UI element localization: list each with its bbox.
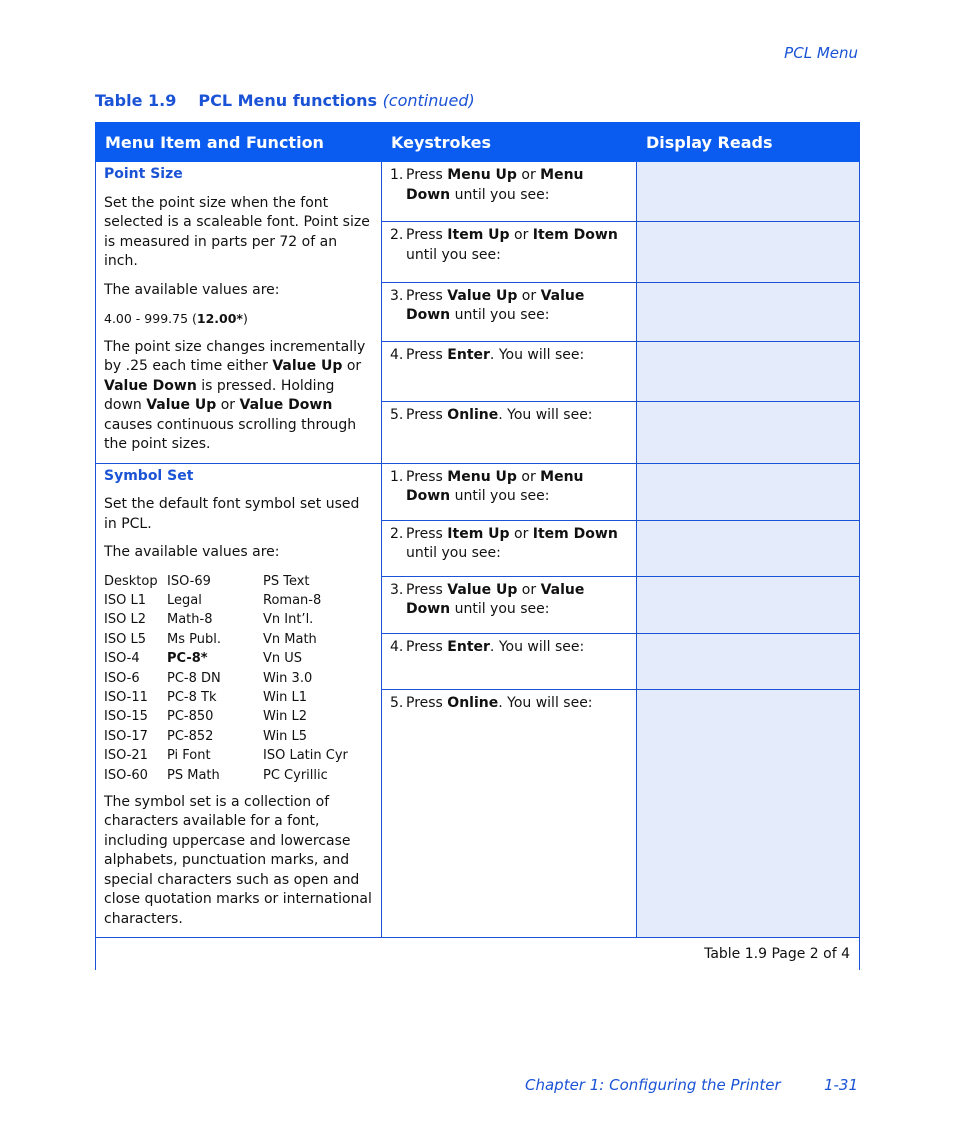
header-display-reads: Display Reads	[637, 123, 860, 162]
value-row: ISO-6 PC-8 DN Win 3.0	[104, 670, 313, 686]
table-footer-row	[96, 938, 860, 971]
symbol-set-note: The symbol set is a collection of characters available for a font, including uppercase and lowercase alphabets, punctuation marks, and special characters such as open and close quotation marks or international characters.	[104, 793, 372, 927]
keystroke-step-5: 5. Press Online. You will see:	[382, 402, 637, 463]
footer-page-number: 1-31	[823, 1076, 858, 1094]
point-size-avail: The available values are:	[104, 281, 280, 298]
display-reads-cell	[637, 463, 860, 520]
value-row: ISO-4 PC-8* Vn US	[104, 651, 303, 667]
value-row: ISO-11 PC-8 Tk Win L1	[104, 689, 308, 705]
point-size-cell	[96, 162, 382, 464]
caption-title: PCL Menu functions	[198, 91, 377, 110]
display-reads-cell	[637, 282, 860, 341]
symbol-set-avail: The available values are:	[104, 544, 280, 560]
point-size-title: Point Size	[104, 166, 183, 182]
value-row: Desktop ISO-69 PS Text	[104, 573, 310, 589]
header-keystrokes: Keystrokes	[382, 123, 637, 162]
keystroke-step-1: 1. Press Menu Up or Menu Down until you see:	[382, 463, 637, 520]
keystroke-step-3: 3. Press Value Up or Value Down until you see:	[382, 282, 637, 341]
header-menu-item: Menu Item and Function	[96, 123, 382, 162]
display-reads-cell	[637, 576, 860, 633]
table-row	[96, 162, 860, 222]
symbol-set-values	[104, 572, 372, 785]
point-size-note: The point size changes incrementally by .25 each time either Value Up or Value Down is pressed. Holding down Value Up or Value Down causes continuous scrolling through the point sizes.	[104, 338, 366, 452]
value-row: ISO-60 PS Math PC Cyrillic	[104, 767, 328, 783]
symbol-set-desc: Set the default font symbol set used in PCL.	[104, 496, 360, 532]
display-reads-cell	[637, 402, 860, 463]
display-reads-cell	[637, 520, 860, 576]
display-reads-cell	[637, 689, 860, 938]
display-reads-cell	[637, 162, 860, 222]
running-head: PCL Menu	[784, 44, 858, 62]
table-header-row	[96, 123, 860, 162]
table-row	[96, 463, 860, 520]
caption-label: Table 1.9	[95, 91, 177, 110]
table-caption	[95, 91, 475, 110]
keystroke-step-4: 4. Press Enter. You will see:	[382, 341, 637, 401]
point-size-desc: Set the point size when the font selected is a scaleable font. Point size is measured in parts per 72 of an inch.	[104, 194, 370, 269]
value-row: ISO L1 Legal Roman-8	[104, 592, 322, 608]
symbol-set-title: Symbol Set	[104, 467, 194, 484]
footer-chapter: Chapter 1: Configuring the Printer	[525, 1076, 781, 1094]
value-row: ISO-17 PC-852 Win L5	[104, 728, 308, 744]
display-reads-cell	[637, 341, 860, 401]
value-row: ISO L5 Ms Publ. Vn Math	[104, 631, 317, 647]
pcl-menu-table	[95, 122, 860, 970]
keystroke-step-4: 4. Press Enter. You will see:	[382, 633, 637, 689]
keystroke-step-2: 2. Press Item Up or Item Down until you see:	[382, 520, 637, 576]
value-row: ISO L2 Math-8 Vn Int’l.	[104, 612, 314, 628]
point-size-range: 4.00 - 999.75 (12.00*)	[104, 311, 248, 326]
value-row: ISO-15 PC-850 Win L2	[104, 709, 308, 725]
keystroke-step-3: 3. Press Value Up or Value Down until you see:	[382, 576, 637, 633]
table-page-indicator: Table 1.9 Page 2 of 4	[96, 938, 860, 971]
keystroke-step-2: 2. Press Item Up or Item Down until you see:	[382, 222, 637, 282]
caption-continued: (continued)	[382, 91, 475, 110]
display-reads-cell	[637, 222, 860, 282]
keystroke-step-5: 5. Press Online. You will see:	[382, 689, 637, 938]
keystroke-step-1: 1. Press Menu Up or Menu Down until you see:	[382, 162, 637, 222]
display-reads-cell	[637, 633, 860, 689]
value-row: ISO-21 Pi Font ISO Latin Cyr	[104, 748, 348, 764]
symbol-set-cell	[96, 463, 382, 938]
